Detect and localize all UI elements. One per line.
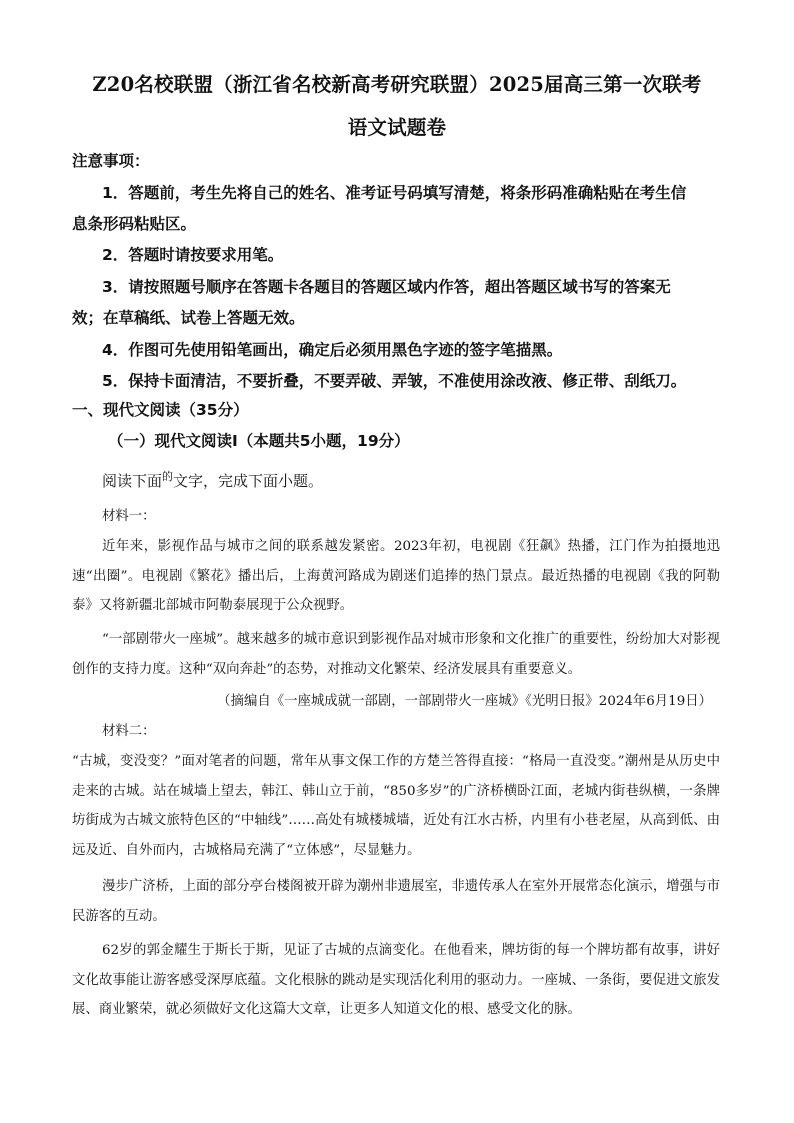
instruction-superscript: 的 (162, 470, 174, 483)
material-1-paragraph-1: 近年来，影视作品与城市之间的联系越发紧密。2023年初，电视剧《狂飙》热播，江门作为拍摄地迅速“出圈”。电视剧《繁花》播出后，上海黄河路成为剧迷们追捧的热门景点。最近热播的电视剧《我的阿勒泰》又将新疆北部城市阿勒泰展现于公众视野。 (72, 539, 720, 613)
material-1-paragraph-2: “一部剧带火一座城”。越来越多的城市意识到影视作品对城市形象和文化推广的重要性，纷纷加大对影视创作的支持力度。这种“双向奔赴”的态势，对推动文化繁荣、经济发展具有重要意义。 (72, 632, 720, 677)
material-2-label: 材料二： (102, 724, 156, 739)
instruction-text-a: 阅读下面 (102, 472, 163, 490)
material-2-paragraph-3: 62岁的郭金耀生于斯长于斯，见证了古城的点滴变化。在他看来，牌坊街的每一个牌坊都有故事，讲好文化故事能让游客感受深厚底蕴。文化根脉的跳动是实现活化利用的驱动力。一座城、一条街，要促进文旅发展、商业繁荣，就必须做好文化这篇大文章，让更多人知道文化的根、感受文化的脉。 (72, 943, 720, 1017)
note-item-1-cont: 息条形码粘贴区。 (72, 215, 197, 233)
note-item-3-cont: 效；在草稿纸、试卷上答题无效。 (72, 309, 305, 327)
instruction-text-b: 文字，完成下面小题。 (173, 472, 324, 490)
note-item-5: 5．保持卡面清洁，不要折叠，不要弄破、弄皱，不准使用涂改液、修正带、刮纸刀。 (102, 372, 687, 390)
material-1-label: 材料一： (102, 509, 156, 524)
note-item-3: 3．请按照题号顺序在答题卡各题目的答题区域内作答，超出答题区域书写的答案无 (102, 278, 671, 296)
material-2-paragraph-2: 漫步广济桥，上面的部分亭台楼阁被开辟为潮州非遗展室，非遗传承人在室外开展常态化演示，增强与市民游客的互动。 (72, 879, 720, 924)
exam-title: Z20名校联盟（浙江省名校新高考研究联盟）2025届高三第一次联考 (92, 73, 702, 96)
notes-heading: 注意事项： (72, 152, 150, 170)
subsection-heading: （一）现代文阅读Ⅰ（本题共5小题，19分） (108, 432, 410, 450)
material-1-source: （摘编自《一座城成就一部剧，一部剧带火一座城》《光明日报》2024年6月19日） (217, 694, 712, 709)
note-item-4: 4．作图可先使用铅笔画出，确定后必须用黑色字迹的签字笔描黑。 (102, 341, 563, 359)
reading-instruction (102, 468, 323, 491)
material-2-paragraph-1: “古城，变没变？”面对笔者的问题，常年从事文保工作的方楚兰答得直接：“格局一直没变。”潮州是从历史中走来的古城。站在城墙上望去，韩江、韩山立于前，“850多岁”的广济桥横卧江面，老城内街巷纵横，一条牌坊街成为古城文旅特色区的“中轴线”……高处有城楼城墙，近处有江水古桥，内里有小巷老屋，从高到低、由远及近、自外而内，古城格局充满了“立体感”，尽显魅力。 (72, 754, 720, 858)
exam-subtitle: 语文试题卷 (347, 116, 447, 139)
section-heading: 一、现代文阅读（35分） (72, 401, 249, 419)
note-item-1: 1．答题前，考生先将自己的姓名、准考证号码填写清楚，将条形码准确粘贴在考生信 (102, 184, 687, 202)
note-item-2: 2．答题时请按要求用笔。 (102, 246, 284, 264)
